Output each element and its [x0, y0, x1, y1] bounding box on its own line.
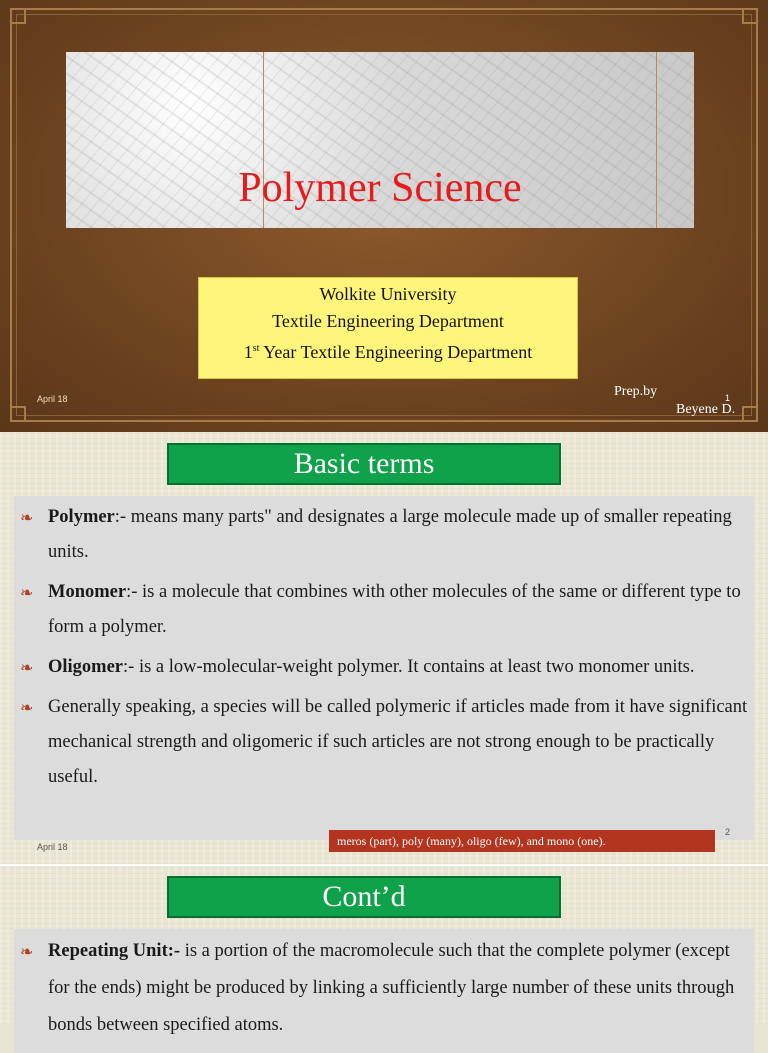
institution-box: [198, 277, 578, 379]
list-item: ❧ Repeating Unit:- is a portion of the macromolecule such that the complete polymer (except for the ends) might be produced by linking a sufficiently large number of these units through bonds between specified atoms.: [14, 933, 754, 1044]
content-box: [14, 496, 754, 840]
frame-corner-ornament: [742, 406, 758, 422]
etymology-note: meros (part), poly (many), oligo (few), and mono (one).: [329, 830, 715, 852]
list-item: ❧ Polymer:- means many parts" and designates a large molecule made up of smaller repeating units.: [14, 500, 754, 570]
frame-corner-ornament: [10, 406, 26, 422]
content-box: [14, 929, 754, 1053]
author-name: Beyene D.: [676, 402, 736, 417]
list-item: ❧ Generally speaking, a species will be called polymeric if articles made from it have significant mechanical strength and oligomeric if such articles are not strong enough to be practically useful.: [14, 690, 754, 795]
presentation-title: Polymer Science: [238, 165, 522, 211]
slide-number: 1: [725, 393, 731, 403]
contd-slide: [0, 866, 768, 1035]
basic-terms-slide: [0, 432, 768, 864]
list-item: ❧ Oligomer:- is a low-molecular-weight polymer. It contains at least two monomer units.: [14, 650, 754, 685]
fleuron-bullet-icon: ❧: [20, 698, 34, 717]
slide-heading: Basic terms: [167, 443, 561, 485]
slide-date: April 18: [37, 842, 68, 852]
list-item: ❧ Monomer:- is a molecule that combines with other molecules of the same or different type to form a polymer.: [14, 575, 754, 645]
prepared-by-label: Prep.by: [614, 384, 658, 399]
department-name: Textile Engineering Department: [272, 311, 504, 331]
slide-number: 2: [725, 827, 731, 837]
slide-date: April 18: [37, 394, 68, 404]
title-slide: [0, 0, 768, 432]
slide-heading: Cont’d: [167, 876, 561, 918]
course-year: 1st Year Textile Engineering Department: [243, 342, 533, 362]
frame-corner-ornament: [10, 8, 26, 24]
fleuron-bullet-icon: ❧: [20, 508, 34, 527]
fleuron-bullet-icon: ❧: [20, 658, 34, 677]
fleuron-bullet-icon: ❧: [20, 942, 34, 961]
university-name: Wolkite University: [319, 284, 457, 304]
frame-corner-ornament: [742, 8, 758, 24]
fleuron-bullet-icon: ❧: [20, 583, 34, 602]
